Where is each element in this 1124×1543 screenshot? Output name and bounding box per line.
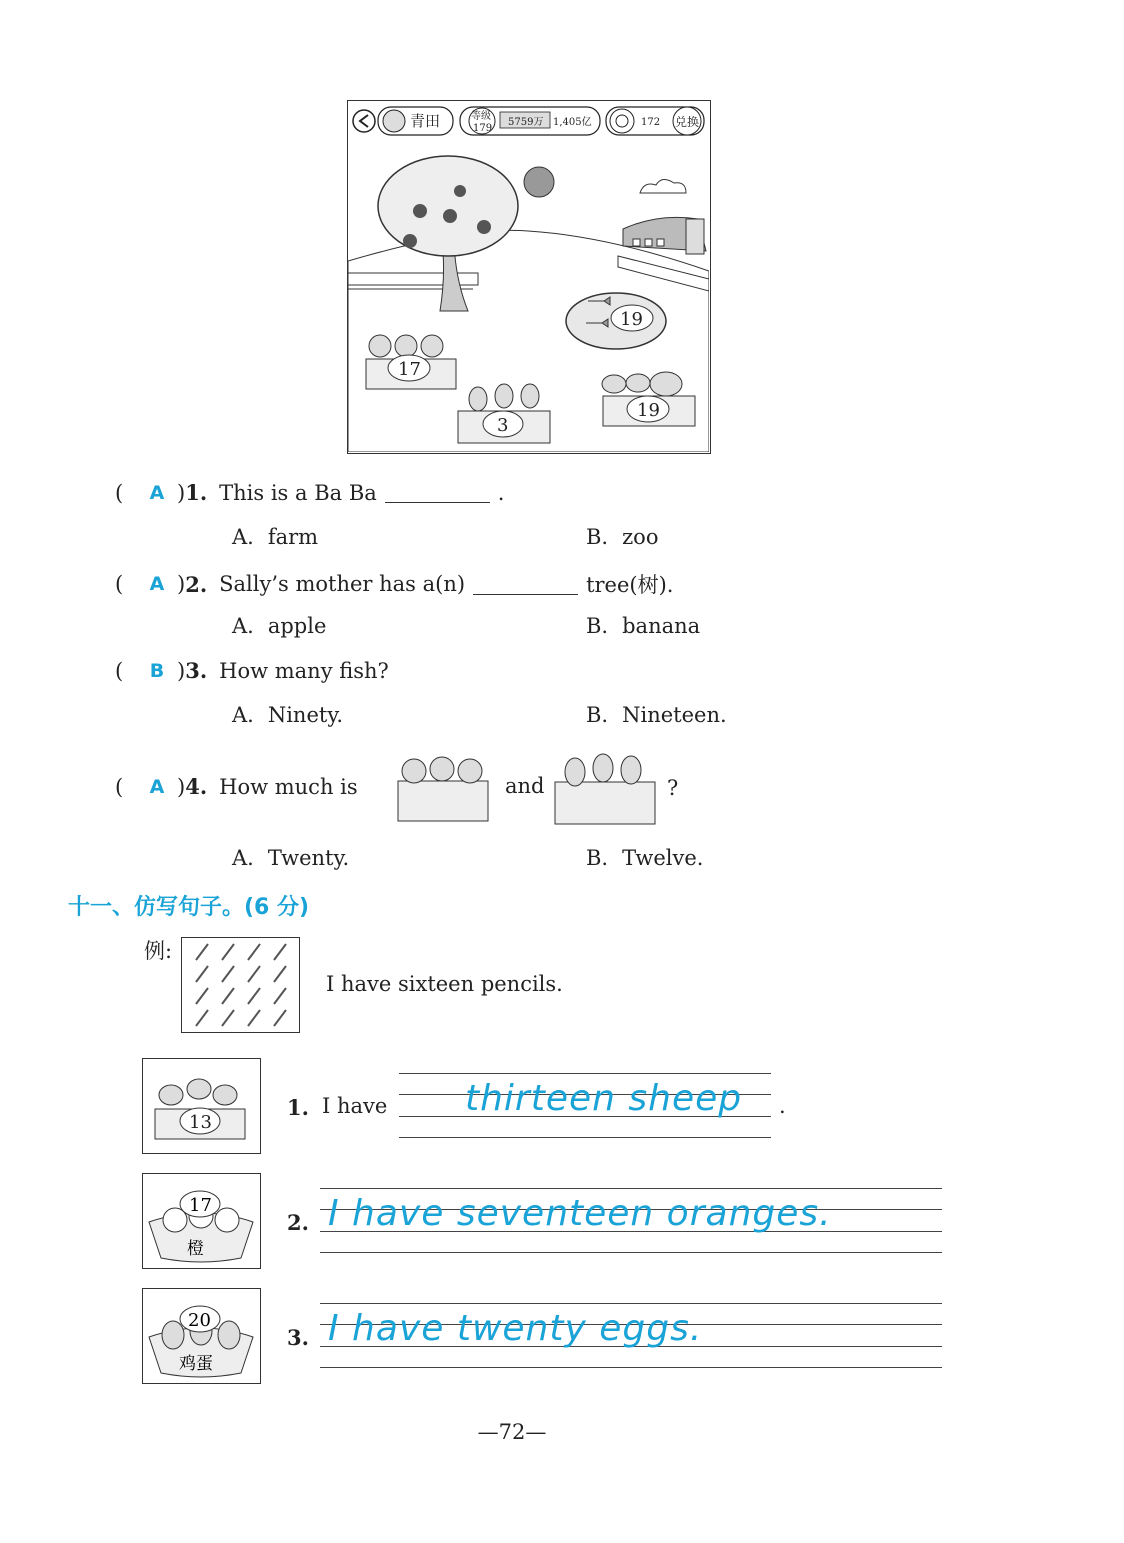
avatar (383, 110, 405, 132)
apple (454, 185, 466, 197)
game-hud (353, 107, 704, 135)
answer-2: A (149, 573, 165, 595)
level-label: 等级 (471, 111, 491, 122)
cloud (640, 179, 686, 193)
handwritten-answer-2: I have seventeen oranges. (328, 1193, 832, 1234)
stat-1: 5759万 (508, 117, 544, 128)
sun (524, 167, 554, 197)
item-prompt: I have (322, 1094, 388, 1118)
player-name: 青田 (410, 112, 441, 130)
farm-game-scene (347, 100, 711, 454)
option-b: B. zoo (586, 525, 659, 549)
page-number: —72— (477, 1420, 547, 1444)
option-a: A. farm (232, 525, 319, 549)
option-a: A. apple (232, 614, 327, 638)
exchange-label: 兑换 (675, 115, 700, 129)
example-label: 例: (144, 939, 173, 963)
pig-count: 17 (398, 359, 421, 380)
item-number: 3. (287, 1325, 309, 1350)
question-text: How many fish? (219, 658, 389, 683)
sheep-pen (602, 372, 695, 426)
answer-1: A (149, 481, 165, 504)
fish-pond (566, 293, 666, 349)
answer-blank (385, 482, 490, 503)
rabbit-count: 3 (497, 415, 509, 436)
item-end: . (779, 1094, 786, 1118)
coins-value: 172 (641, 117, 661, 128)
oranges-picture (142, 1173, 261, 1269)
answer-4: A (149, 775, 165, 798)
section-title: 十一、仿写句子。(6 分) (68, 895, 310, 920)
question-1: ( A ) 1. This is a Ba Ba . (115, 480, 505, 505)
item-number: 1. (287, 1095, 309, 1120)
option-a: A. Ninety. (232, 703, 344, 727)
pencils-picture (181, 937, 300, 1033)
answer-blank (473, 574, 578, 595)
sheep-picture (142, 1058, 261, 1154)
apple (443, 209, 457, 223)
option-b: B. Nineteen. (586, 703, 727, 727)
pigs-picture (396, 755, 492, 823)
egg-count: 20 (188, 1310, 211, 1331)
example-sentence: I have sixteen pencils. (326, 972, 563, 996)
apple (413, 204, 427, 218)
question-text: How much is (219, 774, 358, 799)
option-b: B. Twelve. (586, 846, 704, 870)
answer-3: B (149, 659, 165, 682)
sheep-count: 19 (637, 400, 660, 421)
pond-count: 19 (620, 309, 643, 330)
question-text: Sally’s mother has a(n) (219, 572, 466, 596)
level-value: 179 (473, 123, 493, 134)
question-text-end: tree(树). (586, 573, 674, 597)
gear-icon (610, 109, 634, 133)
back-button[interactable] (353, 110, 375, 132)
handwritten-answer-1: thirteen sheep (465, 1078, 743, 1119)
rabbit-pen (458, 384, 550, 443)
question-number: 1. (185, 480, 208, 505)
question-4: ( A ) 4. How much is (115, 774, 358, 799)
apple (403, 234, 417, 248)
question-4-end: ? (667, 776, 679, 800)
rabbits-picture (553, 748, 659, 826)
question-2: ( A ) 2. Sally’s mother has a(n) tree(树). (115, 569, 673, 599)
question-text: This is a Ba Ba (219, 480, 377, 505)
sheep-count: 13 (189, 1112, 212, 1133)
option-a: A. Twenty. (232, 846, 350, 870)
handwritten-answer-3: I have twenty eggs. (328, 1308, 703, 1349)
egg-label: 鸡蛋 (179, 1354, 213, 1374)
pig-pen (366, 335, 456, 389)
question-3: ( B ) 3. How many fish? (115, 658, 389, 683)
eggs-picture (142, 1288, 261, 1384)
item-number: 2. (287, 1210, 309, 1235)
question-text-end: . (497, 480, 505, 505)
orange-label: 橙 (187, 1239, 204, 1259)
option-b: B. banana (586, 614, 701, 638)
orange-count: 17 (189, 1195, 212, 1216)
apple (477, 220, 491, 234)
question-4-and: and (505, 774, 545, 798)
stat-2: 1,405亿 (553, 117, 592, 128)
